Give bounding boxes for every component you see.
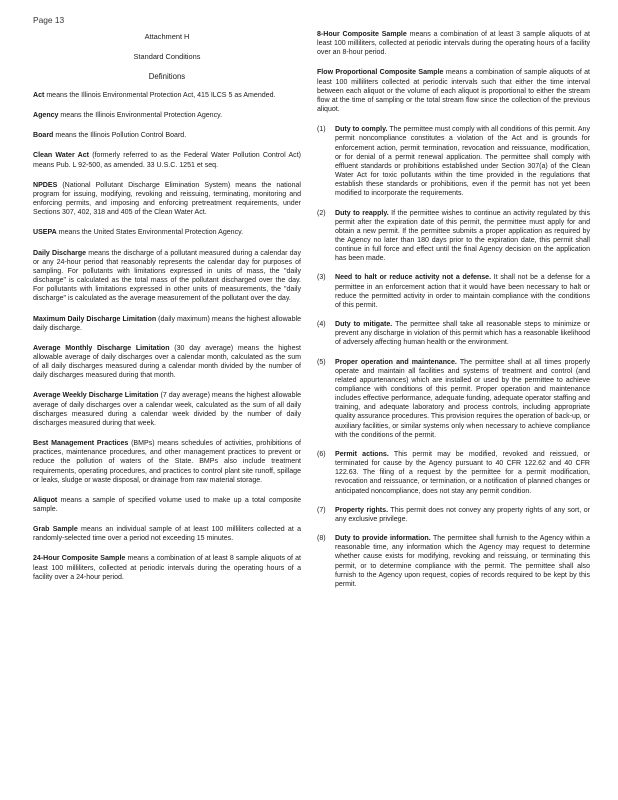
standard-conditions-heading: Standard Conditions <box>133 52 201 61</box>
condition-provide-information: (8) Duty to provide information. The permittee shall furnish to the Agency within a reasonable time, any information which the Agency may request to determine whether cause exists for modifying, revoking and reissuing, or terminating this permit, or to determine compliance with the permit. The permittee shall also furnish to the Agency upon request, copies of records required to be kept by this permit. <box>317 535 590 588</box>
left-column <box>33 30 301 593</box>
definition-grab-sample: Grab Sample means an individual sample of at least 100 milliliters collected at a randomly-selected time over a period not exceeding 15 minutes. <box>33 526 301 543</box>
definition-24-hour-composite: 24-Hour Composite Sample means a combination of at least 8 sample aliquots of at least 100 milliliters, collected at periodic intervals during the operating hours of a facility over a 24-hour period. <box>33 555 301 581</box>
definition-best-management-practices: Best Management Practices (BMPs) means schedules of activities, prohibitions of practices, maintenance procedures, and other management practices to prevent or reduce the pollution of waters of the State. BMPs also include treatment requirements, operating procedures, and practices to control plant site runoff, spillage or leaks, sludge or waste disposal, or drainage from raw material storage. <box>33 440 301 484</box>
definition-average-weekly-discharge: Average Weekly Discharge Limitation (7 day average) means the highest allowable average of daily discharges over a calendar week, calculated as the sum of all daily discharges measured during a calendar week divided by the number of daily discharges measured during that week. <box>33 392 301 427</box>
definitions-heading: Definitions <box>148 72 186 81</box>
definition-clean-water-act: Clean Water Act (formerly referred to as the Federal Water Pollution Control Act) means Pub. L 92-500, as amended. 33 U.S.C. 1251 et seq. <box>33 152 301 169</box>
condition-proper-operation: (5) Proper operation and maintenance. The permittee shall at all times properly operate and maintain all facilities and systems of treatment and control (and related appurtenances) which are installed or used by the permittee to achieve compliance with conditions of this permit. Proper operation and maintenance includes effective performance, adequate funding, adequate operator staffing and training, and adequate laboratory and process controls, including appropriate quality assurance procedures. This provision requires the operation of back-up, or auxiliary facilities, or similar systems only when necessary to achieve compliance with the conditions of the permit. <box>317 358 590 439</box>
definition-maximum-daily-discharge: Maximum Daily Discharge Limitation (daily maximum) means the highest allowable daily discharge. <box>33 315 301 332</box>
definition-usepa: USEPA means the United States Environmental Protection Agency. <box>33 229 244 237</box>
definition-daily-discharge: Daily Discharge means the discharge of a pollutant measured during a calendar day or any 24-hour period that reasonably represents the calendar day for purposes of sampling. For pollutants with limitations expressed in units of mass, the "daily discharge" is calculated as the total mass of the pollutant discharged over the day. For pollutants with limitations expressed in other units of measurements, the "daily discharge" is calculated as the average measurement of the pollutant over the day. <box>33 249 301 303</box>
right-column <box>317 30 590 599</box>
definition-act: Act means the Illinois Environmental Protection Act, 415 ILCS 5 as Amended. <box>33 92 276 99</box>
definition-flow-proportional-composite: Flow Proportional Composite Sample means a combination of sample aliquots of at least 100 milliliters collected at periodic intervals such that either the time interval between each aliquot or the volume of each aliquot is proportional to either the stream flow at the time of sampling or the total stream flow since the collection of the previous aliquot. <box>317 69 590 114</box>
definition-average-monthly-discharge: Average Monthly Discharge Limitation (30 day average) means the highest allowable average of daily discharges over a calendar month, calculated as the sum of all daily discharges measured during a calendar month divided by the number of daily discharges measured during that month. <box>33 344 301 380</box>
condition-permit-actions: (6) Permit actions. This permit may be modified, revoked and reissued, or terminated for cause by the Agency pursuant to 40 CFR 122.62 and 40 CFR 122.63. The filing of a request by the permittee for a permit modification, revocation and reissuance, or termination, or a notification of planned changes or anticipated noncompliance, does not stay any permit condition. <box>317 450 590 495</box>
condition-halt-or-reduce: (3) Need to halt or reduce activity not a defense. It shall not be a defense for a permittee in an enforcement action that it would have been necessary to halt or reduce the permitted activity in order to maintain compliance with the conditions of this permit. <box>317 274 590 309</box>
attachment-title: Attachment H <box>144 32 190 41</box>
definition-npdes: NPDES (National Pollutant Discharge Elimination System) means the national program for issuing, modifying, revoking and reissuing, terminating, monitoring and enforcing permits, and imposing and enforcing pretreatment requirements, under Sections 307, 402, 318 and 405 of the Clean Water Act. <box>33 181 301 217</box>
condition-duty-to-reapply: (2) Duty to reapply. If the permittee wishes to continue an activity regulated by this permit after the expiration date of this permit, the permittee must apply for and obtain a new permit. If the permittee submits a proper application as required by the Agency no later than 180 days prior to the expiration date, this permit shall continue in full force and effect until the final Agency decision on the application has been made. <box>317 209 590 263</box>
definition-aliquot: Aliquot means a sample of specified volume used to make up a total composite sample. <box>33 496 301 513</box>
condition-property-rights: (7) Property rights. This permit does not convey any property rights of any sort, or any exclusive privilege. <box>317 506 590 523</box>
condition-duty-to-comply: (1) Duty to comply. The permittee must comply with all conditions of this permit. Any permit noncompliance constitutes a violation of the Act and is grounds for enforcement action, permit termination, revocation and reissuance, modification, or for denial of a permit renewal application. The permittee shall comply with effluent standards or prohibitions established under Section 307(a) of the Clean Water Act for toxic pollutants within the time provided in the regulations that establish these standards or prohibitions, even if the permit has not yet been modified to incorporate the requirements. <box>317 126 590 198</box>
definition-board: Board means the Illinois Pollution Control Board. <box>33 132 187 140</box>
condition-duty-to-mitigate: (4) Duty to mitigate. The permittee shall take all reasonable steps to minimize or prevent any discharge in violation of this permit which has a reasonable likelihood of adversely affecting human health or the environment. <box>317 321 590 347</box>
definition-agency: Agency means the Illinois Environmental Protection Agency. <box>33 112 223 120</box>
definition-8-hour-composite: 8-Hour Composite Sample means a combination of at least 3 sample aliquots of at least 100 milliliters, collected at periodic intervals during the operating hours of a facility over an 8-hour period. <box>317 31 590 57</box>
page-number: Page 13 <box>33 15 65 25</box>
